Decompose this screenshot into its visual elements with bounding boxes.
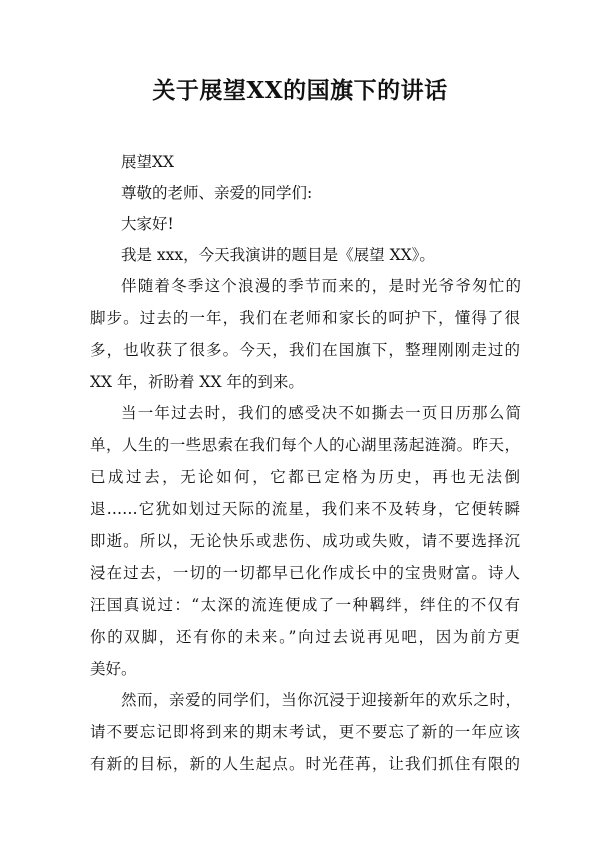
document-title: 关于展望XX的国旗下的讲话 <box>152 77 448 104</box>
paragraph-2-line-6: 浸在过去，一切的一切都早已化作成长中的宝贵财富。诗人 <box>90 564 520 582</box>
paragraph-1-line-1: 伴随着冬季这个浪漫的季节而来的，是时光爷爷匆忙的 <box>121 277 521 295</box>
paragraph-3-line-3: 有新的目标，新的人生起点。时光荏苒，让我们抓住有限的 <box>90 755 520 773</box>
greeting-line: 大家好! <box>121 215 174 233</box>
paragraph-1-line-3: 多，也收获了很多。今天，我们在国旗下，整理刚刚走过的 <box>90 341 520 359</box>
paragraph-2-line-3: 已成过去，无论如何，它都已定格为历史，再也无法倒 <box>90 468 520 486</box>
paragraph-2-line-8: 你的双脚，还有你的未来。”向过去说再见吧，因为前方更 <box>90 628 520 646</box>
paragraph-2-line-9: 美好。 <box>90 660 137 678</box>
topic-line: 我是 xxx，今天我演讲的题目是《展望 XX》。 <box>121 246 435 264</box>
paragraph-2-line-5: 即逝。所以，无论快乐或悲伤、成功或失败，请不要选择沉 <box>90 532 520 550</box>
paragraph-3-line-2: 请不要忘记即将到来的期末考试，更不要忘了新的一年应该 <box>90 723 520 741</box>
paragraph-3-line-1: 然而，亲爱的同学们，当你沉浸于迎接新年的欢乐之时， <box>121 691 521 709</box>
paragraph-2-line-4: 退……它犹如划过天际的流星，我们来不及转身，它便转瞬 <box>90 500 520 518</box>
paragraph-2-line-1: 当一年过去时，我们的感受决不如撕去一页日历那么简 <box>121 404 521 422</box>
paragraph-2-line-2: 单，人生的一些思索在我们每个人的心湖里荡起涟漪。昨天， <box>90 436 520 454</box>
paragraph-2-line-7: 汪国真说过：“太深的流连便成了一种羁绊，绊住的不仅有 <box>90 596 520 614</box>
salutation-line: 尊敬的老师、亲爱的同学们: <box>121 184 313 202</box>
speech-subtitle: 展望XX <box>121 153 175 171</box>
paragraph-1-line-2: 脚步。过去的一年，我们在老师和家长的呵护下，懂得了很 <box>90 309 520 327</box>
paragraph-1-line-4: XX 年，祈盼着 XX 年的到来。 <box>90 373 304 391</box>
